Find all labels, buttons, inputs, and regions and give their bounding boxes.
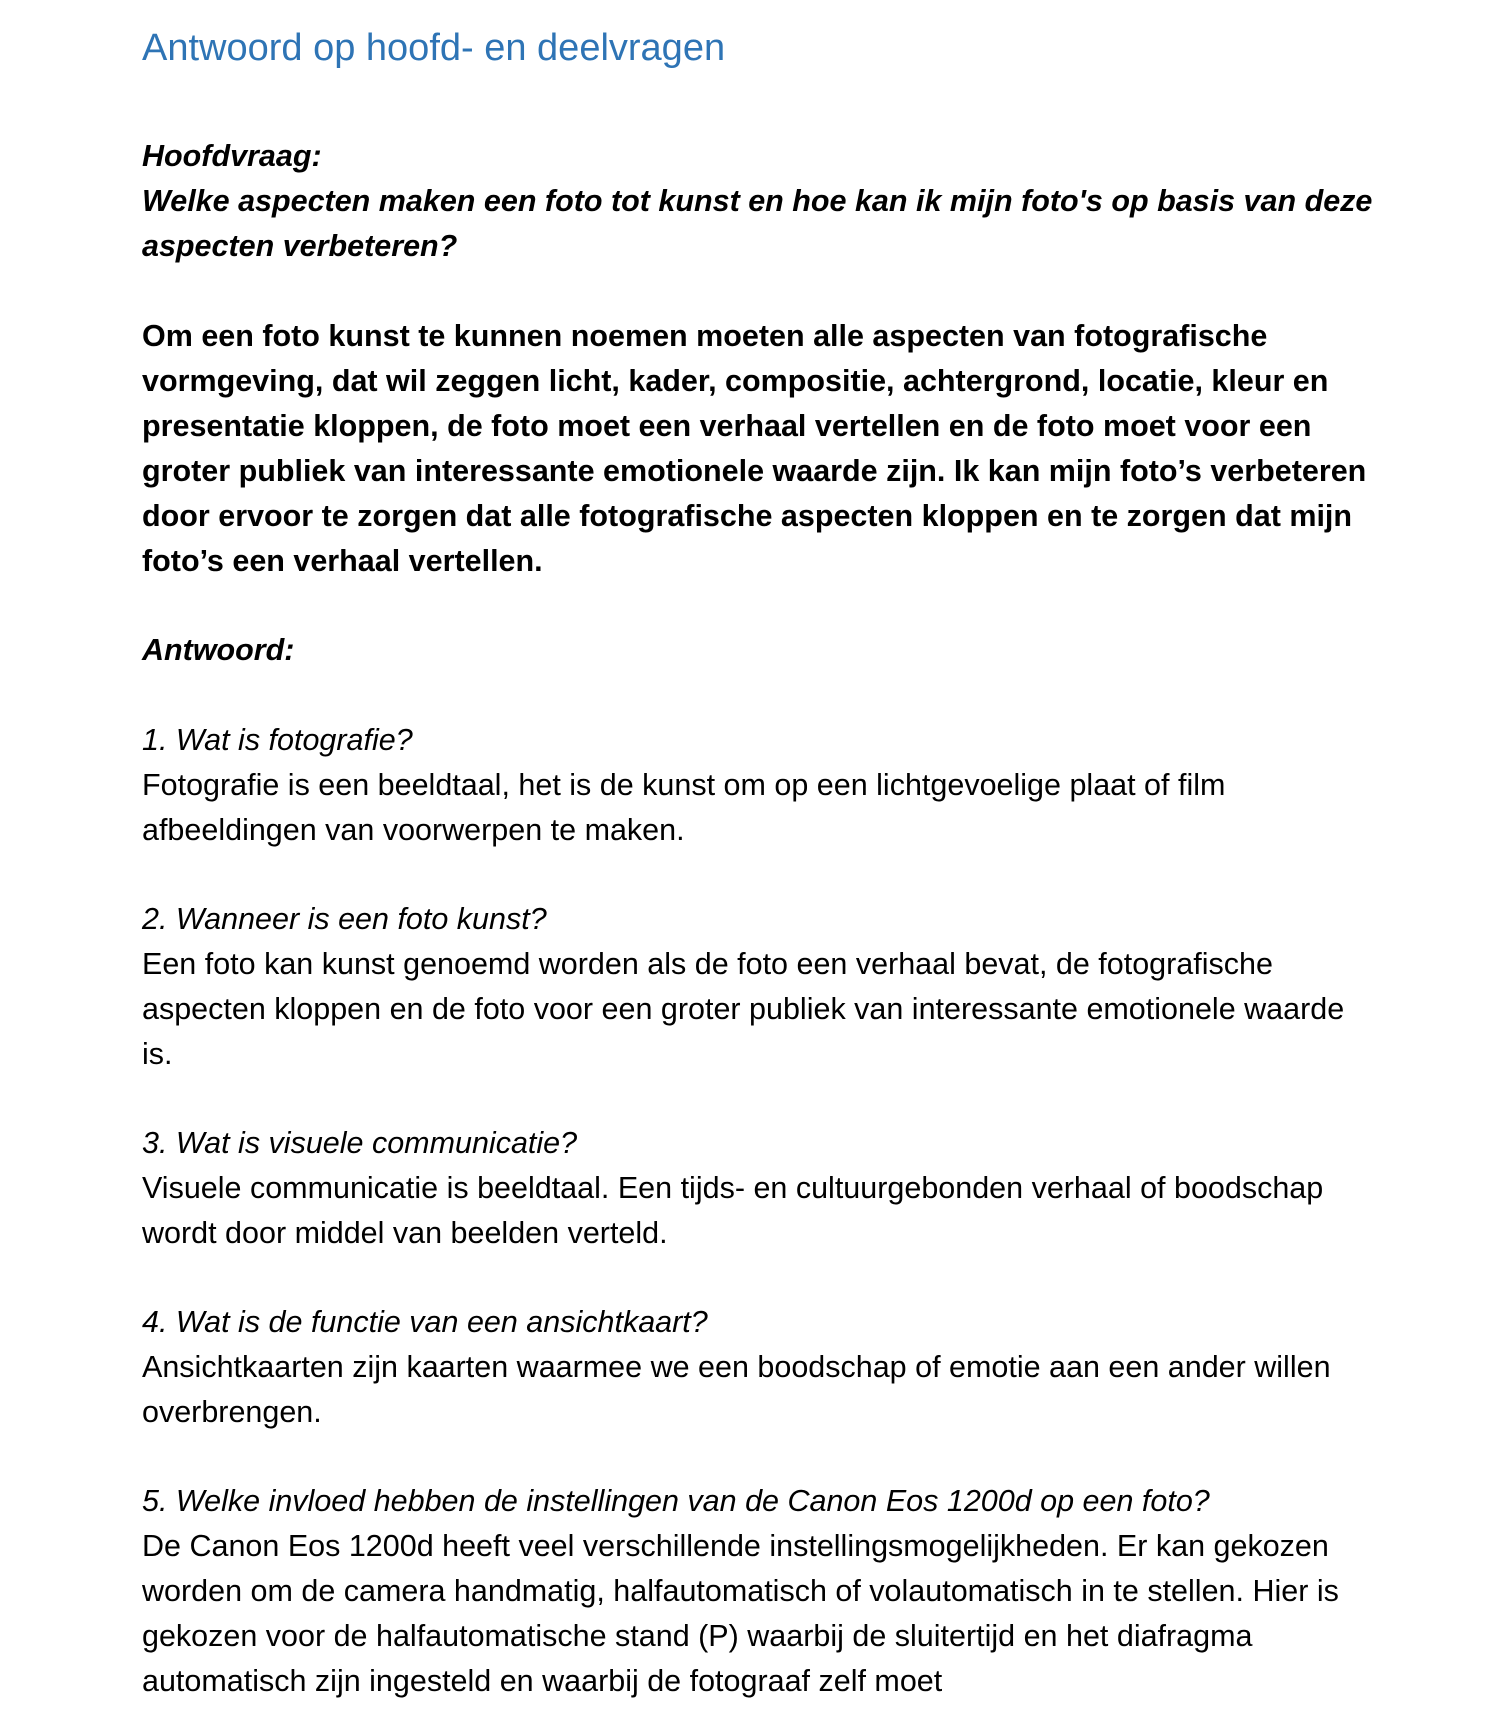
question-item-5 <box>142 1479 1382 1704</box>
question-answer: Fotografie is een beeldtaal, het is de kunst om op een lichtgevoelige plaat of film afbeeldingen van voorwerpen te maken. <box>142 768 1226 847</box>
question-answer: Ansichtkaarten zijn kaarten waarmee we een boodschap of emotie aan een ander willen overbrengen. <box>142 1350 1331 1429</box>
spacer <box>142 1435 1382 1479</box>
question-answer: Een foto kan kunst genoemd worden als de foto een verhaal bevat, de fotografische aspecten kloppen en de foto voor een groter publiek van interessante emotionele waarde is. <box>142 947 1345 1071</box>
spacer <box>142 269 1382 314</box>
main-question-text: Welke aspecten maken een foto tot kunst en hoe kan ik mijn foto's op basis van deze aspecten verbeteren? <box>142 184 1373 263</box>
spacer <box>142 673 1382 718</box>
summary-paragraph: Om een foto kunst te kunnen noemen moeten alle aspecten van fotografische vormgeving, dat wil zeggen licht, kader, compositie, achtergrond, locatie, kleur en presentatie kloppen, de foto moet een verhaal vertellen en de foto moet voor een groter publiek van interessante emotionele waarde zijn. Ik kan mijn foto’s verbeteren door ervoor te zorgen dat alle fotografische aspecten kloppen en te zorgen dat mijn foto’s een verhaal vertellen. <box>142 319 1367 578</box>
page-title: Antwoord op hoofd- en deelvragen <box>142 27 726 69</box>
question-item-2 <box>142 897 1382 1077</box>
question-item-3 <box>142 1121 1382 1256</box>
question-title: 3. Wat is visuele communicatie? <box>142 1126 578 1160</box>
answer-label: Antwoord: <box>142 633 295 667</box>
document-page <box>142 22 1382 1704</box>
spacer <box>142 853 1382 897</box>
question-item-1 <box>142 718 1382 853</box>
question-title: 1. Wat is fotografie? <box>142 723 413 757</box>
question-item-4 <box>142 1300 1382 1435</box>
question-title: 5. Welke invloed hebben de instellingen van de Canon Eos 1200d op een foto? <box>142 1484 1210 1518</box>
question-title: 4. Wat is de functie van een ansichtkaart? <box>142 1305 708 1339</box>
question-answer: De Canon Eos 1200d heeft veel verschillende instellingsmogelijkheden. Er kan gekozen worden om de camera handmatig, halfautomatisch of volautomatisch in te stellen. Hier is gekozen voor de halfautomatische stand (P) waarbij de sluitertijd en het diafragma automatisch zijn ingesteld en waarbij de fotograaf zelf moet <box>142 1529 1339 1698</box>
main-question-label: Hoofdvraag: <box>142 139 322 173</box>
question-answer: Visuele communicatie is beeldtaal. Een tijds- en cultuurgebonden verhaal of boodschap wordt door middel van beelden verteld. <box>142 1171 1324 1250</box>
spacer <box>142 584 1382 628</box>
spacer <box>142 1077 1382 1121</box>
question-title: 2. Wanneer is een foto kunst? <box>142 902 547 936</box>
spacer <box>142 1256 1382 1300</box>
